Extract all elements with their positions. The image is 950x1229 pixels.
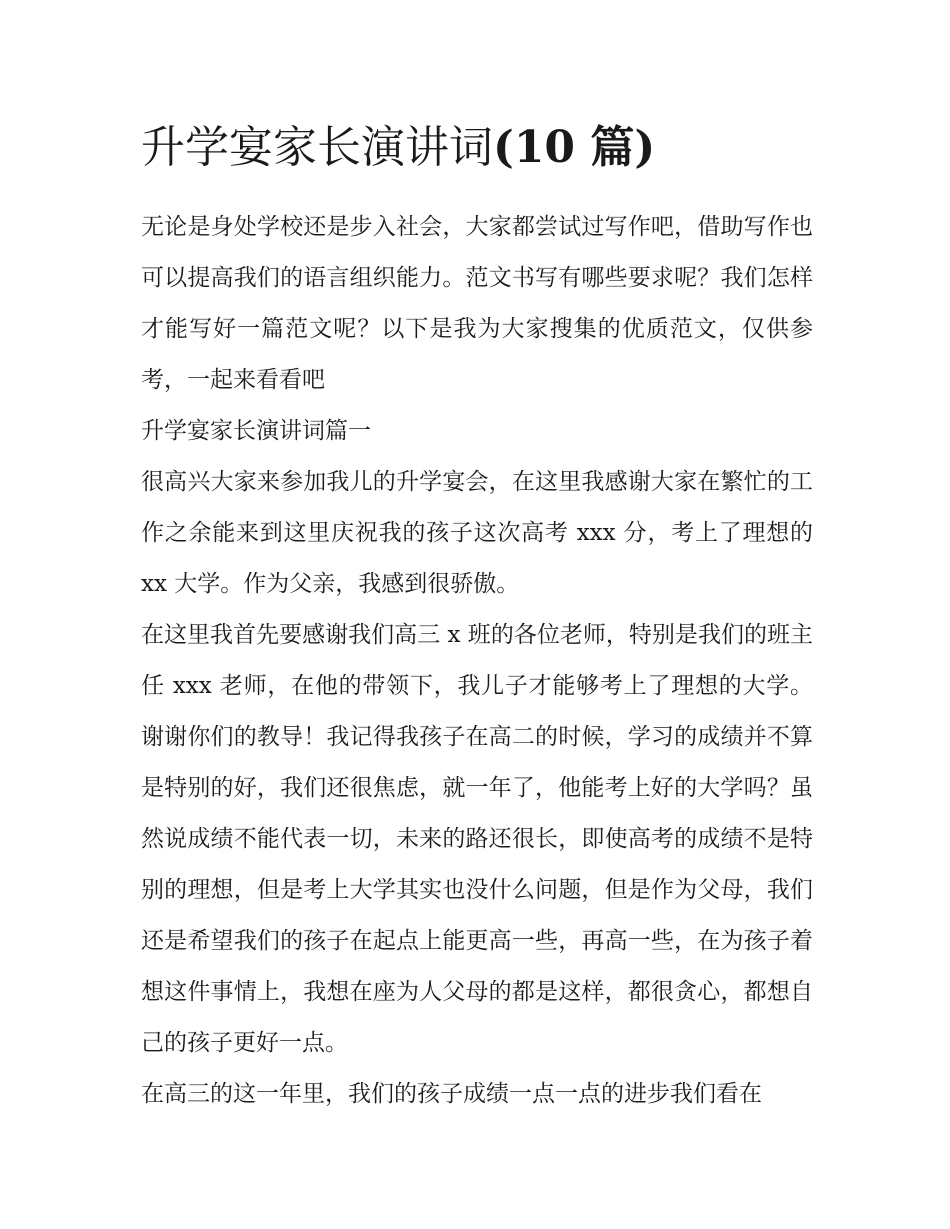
section-heading: 升学宴家长演讲词篇一 [141,418,371,444]
title-suffix: (10 篇) [493,122,656,173]
body-paragraph: 在高三的这一年里，我们的孩子成绩一点一点的进步我们看在 [141,1081,762,1107]
body-paragraph: 很高兴大家来参加我儿的升学宴会，在这里我感谢大家在繁忙的工作之余能来到这里庆祝我的孩子这次高考 xxx 分，考上了理想的 xx 大学。作为父亲，我感到很骄傲。 [141,469,813,597]
document-body [141,118,813,1120]
intro-paragraph: 无论是身处学校还是步入社会，大家都尝试过写作吧，借助写作也可以提高我们的语言组织能力。范文书写有哪些要求呢？我们怎样才能写好一篇范文呢？以下是我为大家搜集的优质范文，仅供参考，一起来看看吧 [141,214,813,393]
document-title [141,118,813,178]
body-paragraph: 在这里我首先要感谢我们高三 x 班的各位老师，特别是我们的班主任 xxx 老师，在他的带领下，我儿子才能够考上了理想的大学。谢谢你们的教导！我记得我孩子在高二的时候，学习的成绩并不算是特别的好，我们还很焦虑，就一年了，他能考上好的大学吗？虽然说成绩不能代表一切，未来的路还很长，即使高考的成绩不是特别的理想，但是考上大学其实也没什么问题，但是作为父母，我们还是希望我们的孩子在起点上能更高一些，再高一些，在为孩子着想这件事情上，我想在座为人父母的都是这样，都很贪心，都想自己的孩子更好一点。 [141,622,813,1056]
title-main: 升学宴家长演讲词 [141,122,493,173]
